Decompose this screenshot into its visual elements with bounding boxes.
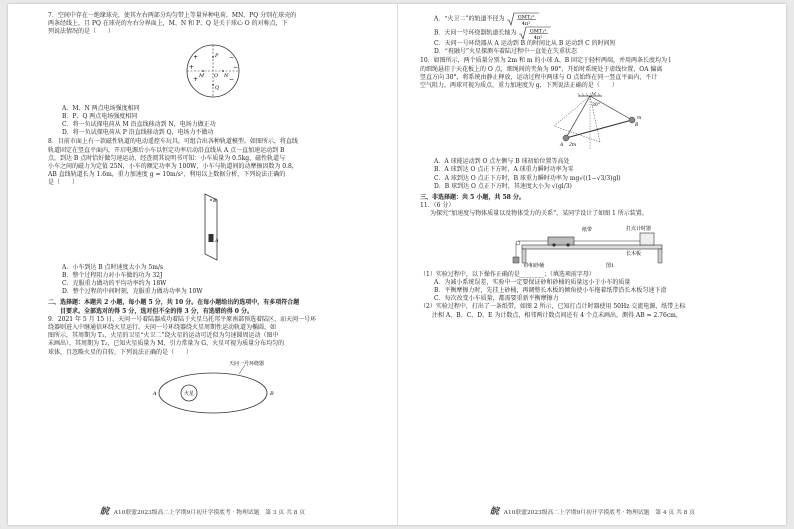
question-9-options xyxy=(420,12,765,56)
label-O: O xyxy=(591,92,596,97)
q7-stem-line: 列说法情况的是（ ） xyxy=(48,28,115,36)
q9-a-formula xyxy=(506,12,540,26)
svg-text:4π²: 4π² xyxy=(522,20,531,26)
q7-stem-line: 7．空间中存在一绝缘球壳，使其左右两部分均匀带上等量异种电荷，MN、PQ 分别在球壳的 xyxy=(48,12,297,19)
page-4-footer xyxy=(398,504,787,517)
q11-head: 11．（6 分） xyxy=(420,202,455,210)
q7-option-b: B．P、Q 两点电场强度相同 xyxy=(62,112,138,120)
q9-stem-line: 9．2021 年 5 月 15 日，天问一号着陆器成功着陆于火星乌托邦平原南部预选着陆区，而天问一号环 xyxy=(48,315,317,323)
q8-track-figure xyxy=(183,190,243,262)
q8-stem-line: 轨道固定在竖直平面内，开启电源后小车以恒定功率启动沿直线从 A 点一直加速运动到 B xyxy=(48,146,285,154)
label-2m: 2m xyxy=(568,143,576,149)
q8-option-d: D．整个过程的中间时刻，克服重力做功功率为 10W xyxy=(62,288,203,296)
q7-option-d: D．将一负试探电荷从 P 沿直线移动到 Q，电场力不做功 xyxy=(62,129,214,137)
q11-option-b: B．平衡摩擦力时，先挂上砂桶，再调整长木板的倾角使小车拖着纸带沿长木板匀速下滑 xyxy=(434,287,667,295)
label-B: B xyxy=(634,123,638,129)
question-10 xyxy=(420,57,765,191)
label-m: m xyxy=(636,116,641,122)
q10-c-formula: mg√((1−√3/3)gl) xyxy=(569,174,621,182)
q10-option-c: C．A 球到达 O 点正下方时，B 球重力瞬时功率为 mg√((1−√3/3)gl) xyxy=(434,174,621,182)
question-8 xyxy=(48,138,378,296)
svg-text:GMT₂²: GMT₂² xyxy=(518,14,535,21)
q10-d-formula: √(gl/3) xyxy=(551,182,572,190)
q10-option-b: B．A 球到达 O 点正下方时，A 球重力瞬时功率为零 xyxy=(434,166,574,174)
q9-stem-line: 图所示，其周期为 T₁，火星的卫星“火卫二”绕火星的运动可近似为匀速圆周运动（图中 xyxy=(48,332,279,340)
exam-sheet xyxy=(8,4,786,525)
q8-stem-line: 是（ ） xyxy=(48,179,79,187)
label-Q: Q xyxy=(215,84,220,91)
q11-apparatus-figure xyxy=(508,221,678,269)
label-A: A xyxy=(559,143,563,149)
q9-option-b: B．天问一号环绕器轨道长轴为 GMT₁² 4π² xyxy=(434,26,765,40)
q9-stem-line: 球体，且忽略火星的自转，下列说法正确的是（ ） xyxy=(48,348,193,356)
exam-logo: 皖 xyxy=(489,507,499,517)
question-11 xyxy=(420,202,765,320)
svg-text:+: + xyxy=(193,53,199,61)
q10-stem-line: 10．如图所示，两个质量分别为 2m 和 m 的小球 A、B 固定于轻杆两端，并用两条长度均为 l xyxy=(420,57,671,65)
q10-stem-line: 的细绳悬挂于天花板上的 O 点，细绳间的夹角为 90°，开始时系统处于虚线位置，OA 偏离 xyxy=(420,65,663,73)
q7-sphere-figure xyxy=(173,39,253,103)
section-2-heading xyxy=(48,299,378,315)
label-angle: 30° xyxy=(591,103,600,109)
q8-stem-line: 点，到达 B 点时恰好做匀速运动，经查阅其说明书可知：小车质量为 0.5kg，磁性轨道与 xyxy=(48,154,286,162)
section-2-line: 目要求。全部选对的得 5 分，选对但不全的得 3 分，有选错的得 0 分。 xyxy=(48,307,254,315)
q11-option-a: A．为减小系统误差，实验中一定要保证砂和砂桶的质量远小于小车的质量 xyxy=(434,278,631,286)
label-P: P xyxy=(215,52,219,59)
exam-logo: 皖 xyxy=(99,507,109,517)
label-B: B xyxy=(213,197,217,204)
page-4 xyxy=(397,4,787,525)
svg-text:−: − xyxy=(229,75,235,83)
question-9 xyxy=(48,316,378,415)
q11-part-2: （2）实验过程中，打出了一条纸带，如图 2 所示，已知打点计时器使用 50Hz 交流电源，纸带上标 xyxy=(420,303,686,311)
page-3-footer xyxy=(8,504,397,517)
q9-option-c: C．天问一号环绕器从 A 运动到 B 的时间比从 B 运动到 C 的时间短 xyxy=(434,40,616,47)
page-3-content xyxy=(48,12,378,417)
q10-pendulum-figure xyxy=(538,92,648,156)
q7-option-c: C．将一负试探电荷从 M 沿直线移动到 N，电场力做正功 xyxy=(62,121,216,129)
svg-text:+: + xyxy=(193,75,199,83)
timer-label: 打点计时器 xyxy=(625,225,651,232)
label-A: A xyxy=(215,237,219,244)
q9-stem-line: 未画出），其周期为 T₂，已知火星质量为 M，引力常量为 G，火星可视为质量分布均匀的 xyxy=(48,340,285,348)
q11-part-1: （1）实验过程中，以下操作正确的是________；（填选项前字母） xyxy=(420,270,595,278)
page-3 xyxy=(8,4,397,525)
svg-text:4π²: 4π² xyxy=(534,34,543,40)
label-M: M xyxy=(199,72,205,79)
svg-text:−: − xyxy=(229,53,235,61)
svg-text:GMT₁²: GMT₁² xyxy=(530,28,547,35)
label-B: B xyxy=(270,390,274,397)
q10-stem-line: 竖直方向 30°，将系统由静止释放，运动过程中两球与 O 点始终在同一竖直平面内，不计 xyxy=(420,73,658,81)
sand-label: 砂和砂桶 xyxy=(523,262,544,269)
label-N: N xyxy=(224,72,229,79)
orbit-label: 天问一号环绕器 xyxy=(229,360,265,367)
q8-stem-line: 8．目前市面上有一款磁性轨道的电动遥控车玩具，可组合出各种轨道模型。如图所示，将直线 xyxy=(48,138,298,146)
q10-stem-line: 空气阻力，两球可视为质点，重力加速度为 g，下列说法正确的是（ ） xyxy=(420,82,618,90)
q8-stem-line: AB 直线轨道长为 1.6m，重力加速度 g = 10m/s²，利用以上数据分析，下列说法正确的 xyxy=(48,171,286,179)
planet-label: 火星 xyxy=(184,390,195,397)
q11-option-c: C．每次改变小车质量，都需要重新平衡摩擦力 xyxy=(434,295,559,303)
q11-part-2-cont: 注相 A、B、C、D、E 为计数点，相邻两计数点间还有 4 个点未画出，测得 AB = 2.76cm， xyxy=(420,311,682,319)
q9-option-d: D．“祝融号”火星探测车着陆过程中一直处在失重状态 xyxy=(434,48,577,56)
q7-option-a: A．M、N 两点电场强度相同 xyxy=(62,104,140,112)
q10-option-a: A．A 球能运动到 O 点左侧与 B 球初始位置等高处 xyxy=(434,158,570,166)
q9-stem-line: 绕器则进入中继通信环绕火星运行。天问一号环绕器绕火星周期性运动轨道为椭圆，如 xyxy=(48,324,277,332)
q8-option-b: B．整个过程阻力对小车做的功为 32J xyxy=(62,271,163,279)
svg-text:−: − xyxy=(233,63,239,71)
label-O: O xyxy=(214,72,219,79)
board-label: 长木板 xyxy=(625,250,641,257)
q9-option-a: A．“火卫二”的轨道半径为 GMT₂² 4π² xyxy=(434,12,765,26)
q11-intro: 为探究“加速度与物体质量以及物体受力的关系”，某同学设计了如图 1 所示装置。 xyxy=(430,210,648,218)
q9-b-formula xyxy=(518,26,552,40)
q8-stem-line: 小车之间的磁力为定值 25N，小车的额定功率为 100W，小车与轨道间的动摩擦因数为 0.8， xyxy=(48,163,298,171)
question-7 xyxy=(48,12,378,137)
section-2-line: 二、选择题：本题共 2 小题，每小题 5 分，共 10 分。在每小题给出的选项中，有多项符合题 xyxy=(48,299,300,307)
label-A: A xyxy=(153,390,157,397)
q8-option-a: A．小车到达 B 点时速度大小为 5m/s xyxy=(62,263,164,271)
svg-text:+: + xyxy=(189,63,195,71)
q9-orbit-figure xyxy=(143,359,283,415)
footer-text: A10联盟2023级高二上学期9月初开学摸底考 · 物理试题 第 4 页 共 8 页 xyxy=(503,510,696,516)
paper-tape-label: 纸带 xyxy=(581,226,592,233)
q10-option-d: D．B 球到达 O 点正下方时，其速度大小为 √(gl/3) xyxy=(434,182,572,190)
q8-option-c: C．克服重力做功的平均功率约为 18W xyxy=(62,280,167,288)
section-3-heading: 三、非选择题：共 5 小题，共 58 分。 xyxy=(420,194,525,202)
figure-caption: 图1 xyxy=(605,262,614,269)
page-4-content xyxy=(420,12,765,321)
footer-text: A10联盟2023级高二上学期9月初开学摸底考 · 物理试题 第 3 页 共 8 页 xyxy=(113,510,306,516)
q7-stem-line: 两条经线上，且 PQ 在球壳的左右分界面上，M、N 和 P、Q 是关于球心 O 的对称点，下 xyxy=(48,20,288,28)
